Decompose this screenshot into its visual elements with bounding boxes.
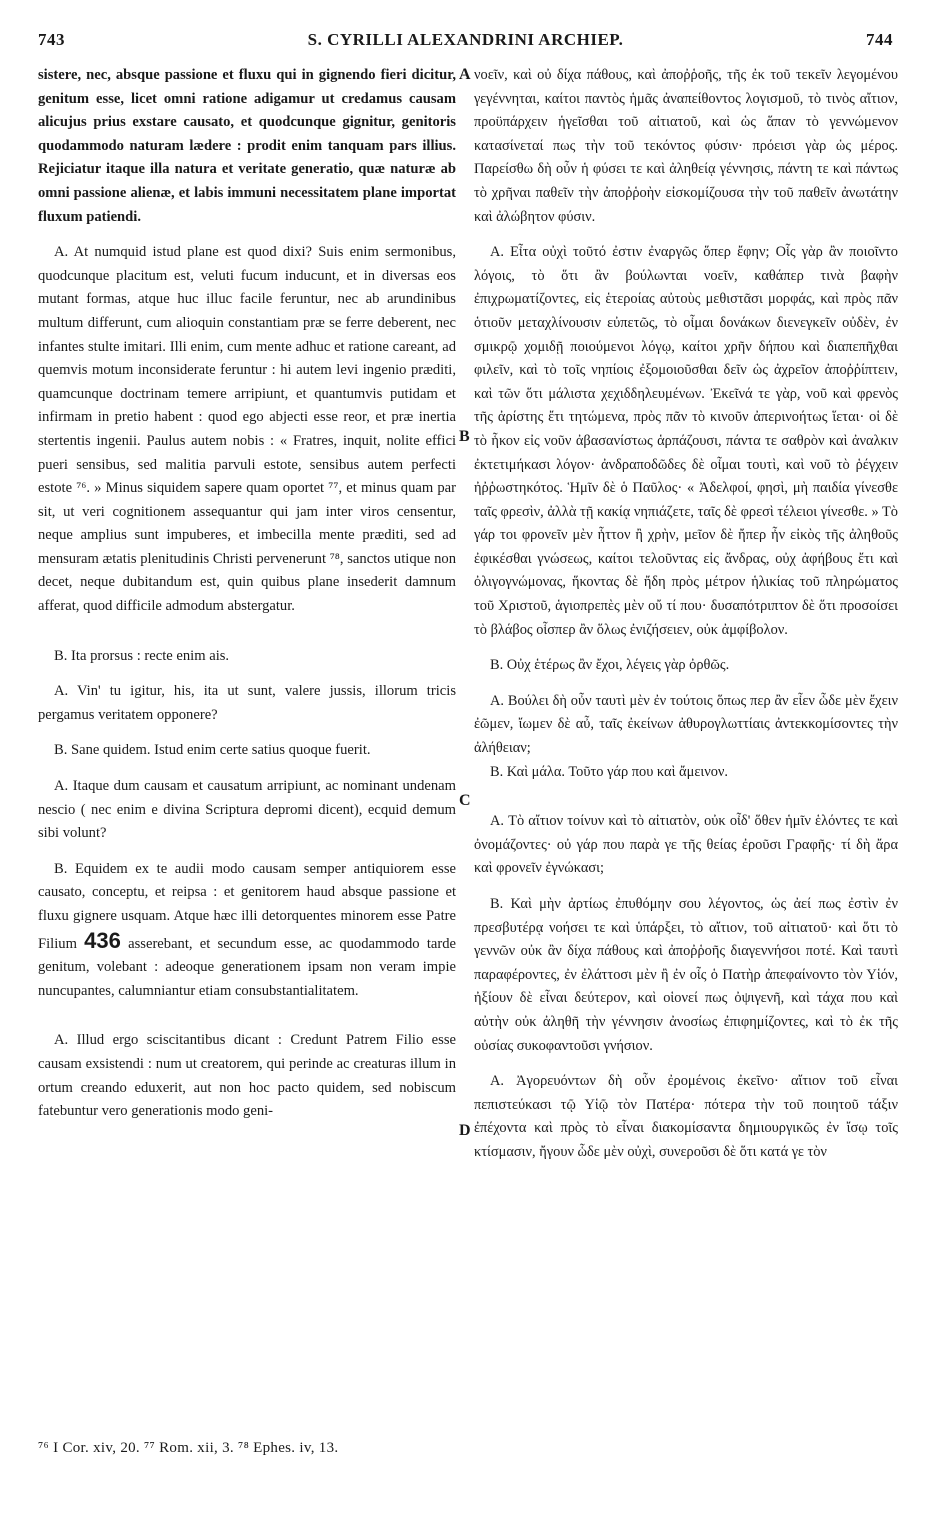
greek-paragraph: A. Ἀγορευόντων δὴ οὖν ἐρομένοις ἐκεῖνο· αἴτιον τοῦ εἶναι πεπιστεύκασι τῷ Υἱῷ τὸν Πατέρα· πότερα τὴν τοῦ ποιητοῦ τάξιν ἐπέχοντα καὶ πρὸς τὸ εἶναι διακομίσαντα δημιουργικῶς ἐν ἴσῳ τοῖς κτίσμασιν, ἤγουν ὧδε μὲν οὐχὶ, συνεροῦσι δὲ ὅτι κατά γε τὸν <box>474 1073 898 1160</box>
latin-paragraph: B. Sane quidem. Istud enim certe satius quoque fuerit. <box>54 742 371 759</box>
greek-paragraph: νοεῖν, καὶ οὐ δίχα πάθους, καὶ ἀποῤῥοῆς, τῆς ἐκ τοῦ τεκεῖν λεγομένου γεγέννηται, καίτοι παντὸς ἡμᾶς ἀναπείθοντος λογισμοῦ, τὸ τινὸς αἴτιον, προϋπάρχειν ἡγεῖσθαι τοῦ αἰτιατοῦ, καὶ ὡς ἅπαν τὸ γεννώμενον κατασίνεταί πως τὴν τοῦ τεκόντος φύσιν· πρόεισι γὰρ ὡς μέρος. Παρείσθω δὴ οὖν ἡ φύσει τε καὶ ἀληθείᾳ γέννησις, πάντη τε καὶ πάντως τὸ χρῆναι παθεῖν τὴν ἀποῤῥοὴν εἰσκομίζουσα τὴν τοῦ παθεῖν ἀνωτάτην καὶ ἀλώβητον φύσιν. <box>474 67 898 225</box>
greek-paragraph: A. Τὸ αἴτιον τοίνυν καὶ τὸ αἰτιατὸν, οὐκ οἶδ' ὅθεν ἡμῖν ἑλόντες τε καὶ ὀνομάζοντες· οὐ γάρ που παρὰ γε τῆς θείας ἐροῦσι Γραφῆς· τί δὴ ἄρα καὶ φρονεῖν ἐγνώκασι; <box>474 813 898 877</box>
latin-paragraph: A. Illud ergo sciscitantibus dicant : Credunt Patrem Filio esse causam exsistendi : num ut creatorem, qui perinde ac creaturas illum in ortum creando eduxerit, aut non hoc pacto quidem, sed nobiscum fatebuntur vero generationis modo geni- <box>38 1032 456 1120</box>
edition-page-number: 436 <box>84 927 121 953</box>
section-marker-a: A <box>459 66 471 83</box>
latin-paragraph: sistere, nec, absque passione et fluxu qui in gignendo fieri dicitur, genitum esse, licet omni ratione adigamur ut credamus causam alicujus prius exstare causato, et quodcunque gignitur, genitoris quodammodo naturam lædere : prodit enim tanquam pars illius. Rejiciatur itaque illa natura et veritate generatio, quæ naturæ ab omni passione alienæ, et labis immuni necessitatem plane importat fluxum patiendi. <box>38 67 456 225</box>
section-marker-c: C <box>459 792 471 809</box>
latin-paragraph: A. Itaque dum causam et causatum arripiunt, ac nominant undenam nescio ( nec enim e divina Scriptura depromi dicent), ecquid demum sibi volunt? <box>38 778 456 842</box>
section-marker-b: B <box>459 428 470 445</box>
greek-paragraph: B. Οὐχ ἑτέρως ἂν ἔχοι, λέγεις γὰρ ὀρθῶς. <box>490 657 730 674</box>
greek-paragraph: A. Βούλει δὴ οὖν ταυτὶ μὲν ἐν τούτοις ὅπως περ ἂν εἶεν ὧδε μὲν ἔχειν ἐῶμεν, ἴωμεν δὲ αὖ, ταῖς ἐκείνων ἀθυρογλωττίαις ἀντεκκομίσοντες τὴν ἀλήθειαν; <box>474 692 898 757</box>
latin-paragraph: B. Ita prorsus : recte enim ais. <box>54 647 230 664</box>
footnotes: ⁷⁶ I Cor. xiv, 20. ⁷⁷ Rom. xii, 3. ⁷⁸ Ephes. iv, 13. <box>38 1440 339 1456</box>
section-marker-d: D <box>459 1122 471 1139</box>
greek-column <box>474 64 898 1165</box>
page-number-right: 744 <box>866 30 893 49</box>
page-number-left: 743 <box>38 30 65 49</box>
latin-paragraph-text: asserebant, et secundum esse, ac quodammodo tarde genitum, volebant : adeoque generationem ipsam non veram impie nuncupantes, calumniantur etiam consubstantialitatem. <box>38 935 456 999</box>
greek-paragraph: B. Καὶ μάλα. Τοῦτο γάρ που καὶ ἄμεινον. <box>490 763 729 780</box>
latin-paragraph: A. Vin' tu igitur, his, ita ut sunt, valere jussis, illorum tricis pergamus veritatem opponere? <box>38 683 456 723</box>
greek-paragraph: A. Εἶτα οὐχὶ τοῦτό ἐστιν ἐναργῶς ὅπερ ἔφην; Οἷς γὰρ ἂν ποιοῖντο λόγοις, τὸ ὅτι ἂν βούλωνται νοεῖν, καθάπερ τινὰ βαφὴν ἐπιχρωματίζοντες, εἰς ἑτεροίας αὐτοὺς μεθιστᾶσι μορφάς, καὶ πρὸς πᾶν ὁτιοῦν μεταχλίνουσιν εὐπετῶς, τὸ οἶμαι δονάκων διενεγκεῖν οὐδὲν, ἐν σμικρῷ χομιδῇ ποιούμενοι λόγῳ, καίτοι χρῆν δήπου καὶ διαπεπῆχθαι φιλεῖν, καὶ τὸ τοῖς νηπίοις ἐξομοιοῦσθαι δεῖν ὡς ἀχρεῖον ἀποῤῥίπτειν, καὶ τῶν ὅτι μάλιστα χεχιδδηλευμένων. Ἐκεῖνά τε γὰρ, νοῦ καὶ φρενὸς τῆς ἀρίστης ἔτι τητώμενα, πρὸς πᾶν τὸ κινοῦν ἀπερινοήτως ἵεται· οἱ δὲ τὸ ἧκον εἰς νοῦν ἀβασανίστως ἁρπάζουσι, πάντα τε σαθρὸν καὶ ἀναλκιν ἐκτετιμήκασι λόγον· ἀνδραποδῶδες δὲ οἶμαι τουτὶ, καὶ νοῦ τὸ ῥέγχειν ἠῤῥωστηκότος. Ἡμῖν δὲ ὁ Παῦλος· « Ἀδελφοί, φησὶ, μὴ παιδία γίνεσθε ταῖς φρεσὶν, ἀλλὰ τῇ κακίᾳ νηπιάζετε, ταῖς δὲ φρεσὶ τέλειοι γίνεσθε. » Τὸ γάρ τοι φρονεῖν μὲν ἧττον ἢ χρὴν, μεῖον δὲ ἤπερ ἦν εἰκὸς τῆς ἀληθοῦς ἐφικέσθαι γνώσεως, καίτοι τελοῦντας εἰς ἄνδρας, οὐχ ἀφήβους ἔτι καὶ ὀλιγογνώμονας, ἥκοντας δὲ ἤδη πρὸς μέτρον ἡλικίας τοῦ πληρώματος τοῦ Χριστοῦ, ἁγιοπρεπὲς μὲν οὔ τί που· δυσαπότριπτον δὲ ὅτι προσοίσει τὸ βλάβος οἷσπερ ἂν ὅλως ἐνιζήσειεν, οὐκ ἀμφίβολον. <box>474 244 898 638</box>
latin-paragraph: A. At numquid istud plane est quod dixi? Suis enim sermonibus, quodcunque placitum est, veluti fucum inducunt, et in diversas eos mutant formas, atque huc illuc facile feruntur, nec ab arundinibus multum differunt, cum alioquin constantiam præ se ferre deberent, nec infantes stulte imitari. Illi enim, cum mente adhuc et ratione careant, ad quemvis motum inconsiderate feruntur : hi autem levi ingenio præditi, quamcunque doctrinam temere arripiunt, et quantumvis putidam et infirmam in pretio habent : quod ego abjecti esse reor, et præ inertia stertentis ingenii. Paulus autem nobis : « Fratres, inquit, nolite effici pueri sensibus, sed malitia parvuli estote, sensibus autem perfecti estote ⁷⁶. » Minus siquidem sapere quam oportet ⁷⁷, et minus quam par sit, ut veri cognitionem assequantur qui jam inter viros censentur, neque amplius sunt impuberes, et imbecilla mente præditi, sed ad mensuram ætatis plenitudinis Christi pervenerunt ⁷⁸, sanctos utique non decet, neque dubitandum est, quin quibus plane insederit damnum afferat, quod difficile admodum abstergatur. <box>38 244 456 615</box>
latin-column <box>38 64 456 1124</box>
greek-paragraph: B. Καὶ μὴν ἀρτίως ἐπυθόμην σου λέγοντος, ὡς ἀεί πως ἐστὶν ἐν πρεσβυτέρᾳ νοήσει τε καὶ ὑπάρξει, τὸ αἴτιον, τοῦ αἰτιατοῦ· καὶ ὅτι τὸ γεννῶν οὐκ ἂν δίχα πάθους καὶ ἀποῤῥοῆς διαγεννήσοι ποτέ. Καὶ ταυτὶ παραφέροντες, ἐν ἐλάττοσι μὲν ἢ ἐν οἷς ὁ Πατὴρ ἀπεφαίνοντο τὸν Υἱόν, ἠξίουν δὲ εἶναι δεύτερον, καὶ οἱονεί πως ὀψιγενῆ, καὶ τάχα που καὶ αὐτὴν οὐκ ἀληθῆ τὴν γέννησιν ἀνοσίως ἐπιφημίζοντες, καὶ τὸ ἐκ τῆς οὐσίας συκοφαντοῦσι γνήσιον. <box>474 896 898 1054</box>
running-header <box>38 30 893 58</box>
latin-paragraph-text: B. Equidem ex te audii modo causam semper antiquiorem esse causato, conceptu, et reipsa : et genitorem haud absque passione et fluxu gignere usquam. Atque hæc illi detorquentes minorem esse Patre Filium <box>38 860 456 952</box>
running-title: S. CYRILLI ALEXANDRINI ARCHIEP. <box>307 30 624 49</box>
latin-paragraph <box>38 858 456 1004</box>
